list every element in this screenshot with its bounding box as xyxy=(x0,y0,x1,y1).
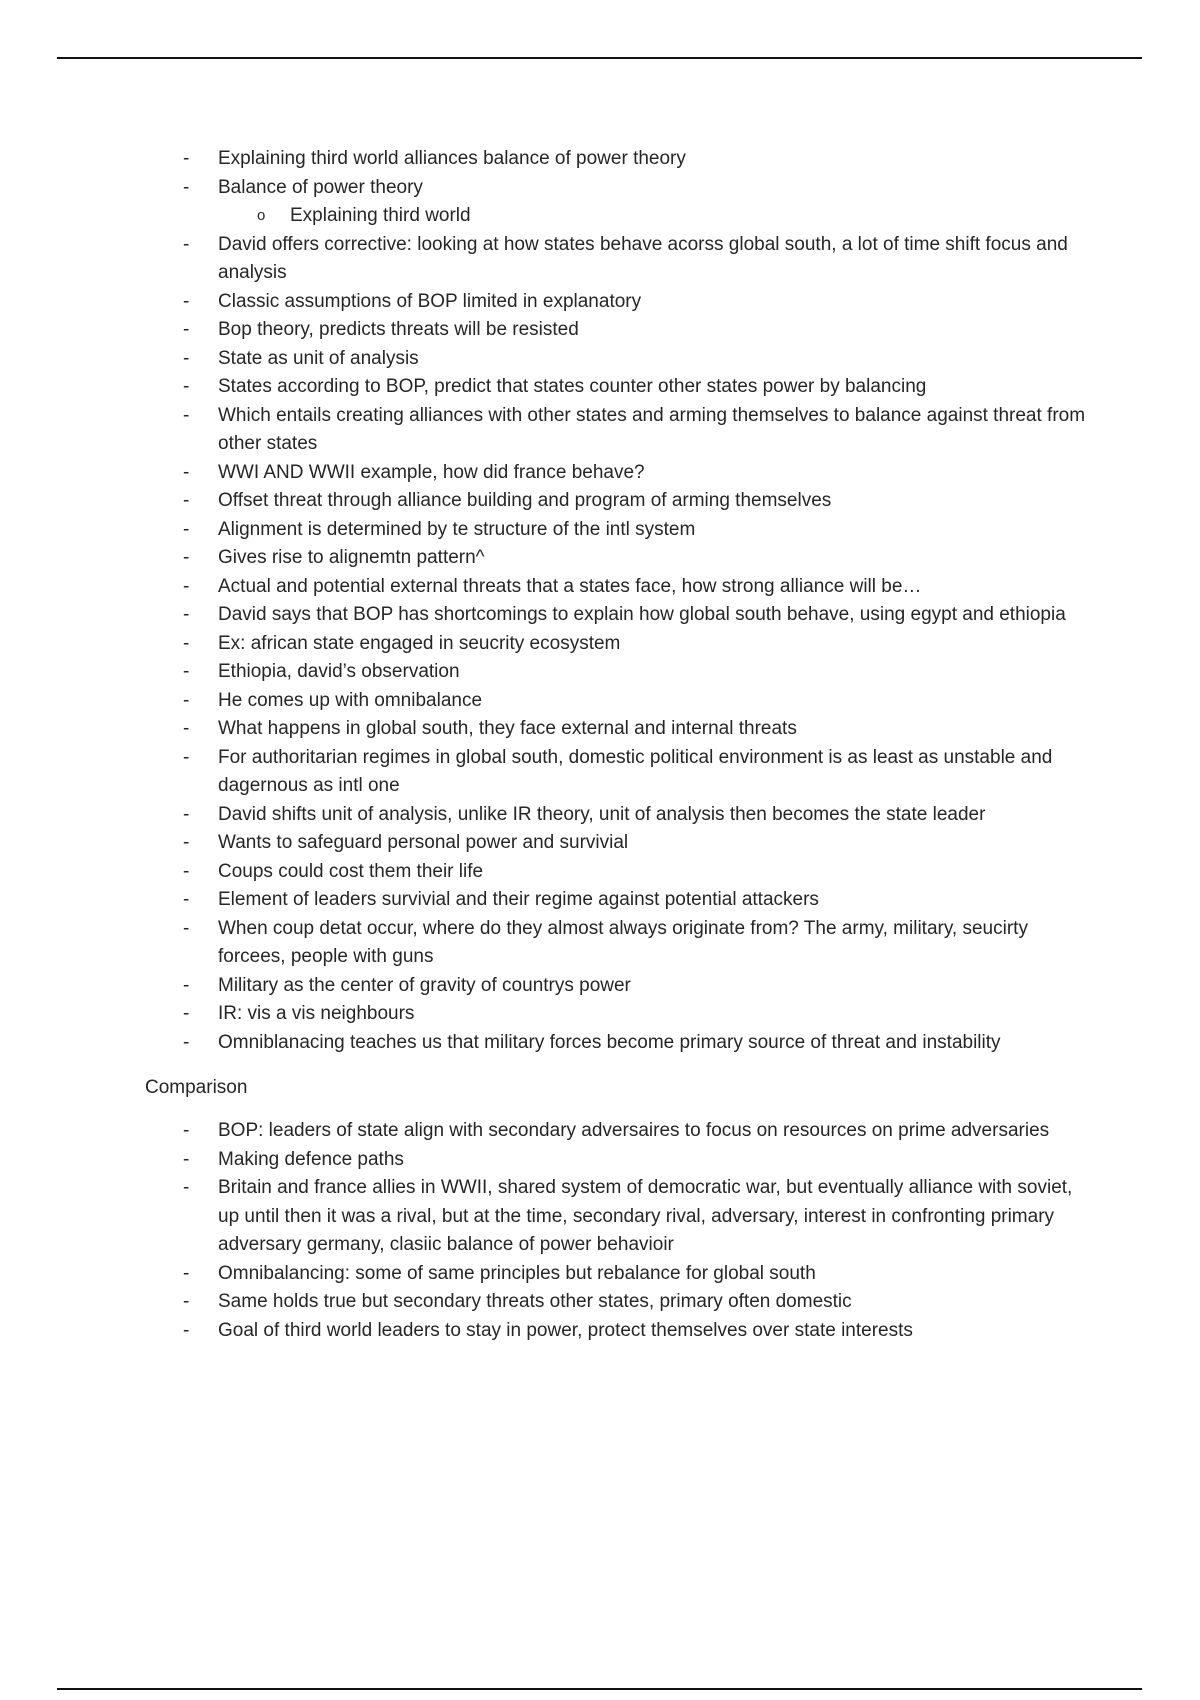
bullet-text: Element of leaders survivial and their regime against potential attackers xyxy=(218,889,819,910)
bullet-text: Ex: african state engaged in seucrity ecosystem xyxy=(218,632,621,654)
dash-bullet-icon: - xyxy=(183,347,190,369)
dash-bullet-icon: - xyxy=(183,1319,190,1341)
bullet-text: Explaining third world xyxy=(290,205,471,226)
dash-bullet-icon: - xyxy=(183,518,190,540)
page-bottom-rule xyxy=(57,1688,1142,1690)
bullet-item xyxy=(0,858,1200,887)
bullet-text: Actual and potential external threats that a states face, how strong alliance will be… xyxy=(218,575,922,597)
dash-bullet-icon: - xyxy=(183,689,190,711)
bullet-item xyxy=(0,744,1200,801)
dash-bullet-icon: - xyxy=(183,632,190,654)
comparison-list xyxy=(0,1117,1200,1345)
bullet-text: Balance of power theory xyxy=(218,176,423,198)
dash-bullet-icon: - xyxy=(183,404,190,426)
bullet-text: Bop theory, predicts threats will be resisted xyxy=(218,319,579,340)
dash-bullet-icon: - xyxy=(183,1031,190,1053)
bullet-item xyxy=(0,630,1200,659)
dash-bullet-icon: - xyxy=(183,547,190,568)
dash-bullet-icon: - xyxy=(183,604,190,625)
dash-bullet-icon: - xyxy=(183,832,190,853)
bullet-item xyxy=(0,231,1200,288)
bullet-item xyxy=(0,801,1200,830)
bullet-text: Ethiopia, david’s observation xyxy=(218,661,460,682)
bullet-item xyxy=(0,601,1200,630)
bullet-item xyxy=(0,1174,1200,1260)
bullet-item xyxy=(0,886,1200,915)
dash-bullet-icon: - xyxy=(183,1291,190,1312)
dash-bullet-icon: - xyxy=(183,661,190,682)
comparison-heading: Comparison xyxy=(145,1077,248,1098)
bullet-text: Which entails creating alliances with other states and arming themselves to balance against threat from other states xyxy=(218,404,1086,454)
bullet-item xyxy=(0,145,1200,174)
dash-bullet-icon: - xyxy=(183,575,190,597)
bullet-text: Explaining third world alliances balance of power theory xyxy=(218,148,686,169)
dash-bullet-icon: - xyxy=(183,1003,190,1024)
dash-bullet-icon: - xyxy=(183,917,190,939)
bullet-item xyxy=(0,288,1200,317)
dash-bullet-icon: - xyxy=(183,148,190,169)
bullet-text: Wants to safeguard personal power and survivial xyxy=(218,832,629,853)
dash-bullet-icon: - xyxy=(183,718,190,739)
dash-bullet-icon: - xyxy=(183,376,190,397)
bullet-item xyxy=(0,1000,1200,1029)
bullet-item xyxy=(0,687,1200,716)
bullet-item xyxy=(0,573,1200,602)
bullet-item xyxy=(0,715,1200,744)
dash-bullet-icon: - xyxy=(183,1262,190,1284)
page-top-rule xyxy=(57,57,1142,59)
document-body xyxy=(0,145,1200,1345)
bullet-item xyxy=(0,174,1200,203)
bullet-text: Same holds true but secondary threats other states, primary often domestic xyxy=(218,1291,852,1312)
bullet-item xyxy=(0,1288,1200,1317)
bullet-item xyxy=(0,544,1200,573)
bullet-item xyxy=(0,1029,1200,1058)
bullet-item xyxy=(0,972,1200,1001)
bullet-item xyxy=(0,1317,1200,1346)
dash-bullet-icon: - xyxy=(183,974,190,996)
bullet-item xyxy=(0,402,1200,459)
bullet-text: Gives rise to alignemtn pattern^ xyxy=(218,547,485,568)
bullet-item xyxy=(0,1146,1200,1175)
bullet-text: Offset threat through alliance building and program of arming themselves xyxy=(218,490,832,511)
bullet-item xyxy=(0,829,1200,858)
bullet-item xyxy=(0,1260,1200,1289)
dash-bullet-icon: - xyxy=(183,889,190,910)
bullet-text: Making defence paths xyxy=(218,1148,404,1170)
bullet-item xyxy=(0,1117,1200,1146)
bullet-item xyxy=(0,487,1200,516)
bullet-text: Britain and france allies in WWII, shared system of democratic war, but eventually alliance with soviet, up until then it was a rival, but at the time, secondary rival, adversary, interest in confronting primary adversary germany, clasiic balance of power behavioir xyxy=(218,1177,1073,1255)
dash-bullet-icon: - xyxy=(183,490,190,511)
bullet-text: For authoritarian regimes in global south, domestic political environment is as least as unstable and dagernous as intl one xyxy=(218,746,1053,796)
bullet-text: Omniblanacing teaches us that military forces become primary source of threat and instability xyxy=(218,1031,1001,1053)
dash-bullet-icon: - xyxy=(183,319,190,340)
bullet-item xyxy=(0,658,1200,687)
bullet-text: David says that BOP has shortcomings to explain how global south behave, using egypt and ethiopia xyxy=(218,604,1066,625)
bullet-item xyxy=(0,316,1200,345)
dash-bullet-icon: - xyxy=(183,1177,190,1198)
dash-bullet-icon: - xyxy=(183,176,190,198)
bullet-text: What happens in global south, they face external and internal threats xyxy=(218,718,797,739)
bullet-item xyxy=(0,915,1200,972)
bullet-text: Military as the center of gravity of countrys power xyxy=(218,974,631,996)
circle-bullet-icon: o xyxy=(257,207,266,224)
notes-list xyxy=(0,145,1200,1057)
bullet-item xyxy=(0,516,1200,545)
bullet-item xyxy=(0,459,1200,488)
dash-bullet-icon: - xyxy=(183,803,190,825)
bullet-text: Classic assumptions of BOP limited in explanatory xyxy=(218,290,642,312)
bullet-item xyxy=(0,345,1200,374)
bullet-text: He comes up with omnibalance xyxy=(218,689,483,711)
dash-bullet-icon: - xyxy=(183,746,190,768)
dash-bullet-icon: - xyxy=(183,1120,190,1141)
bullet-text: Coups could cost them their life xyxy=(218,860,484,882)
bullet-text: BOP: leaders of state align with secondary adversaires to focus on resources on prime adversaries xyxy=(218,1120,1050,1141)
bullet-text: State as unit of analysis xyxy=(218,347,419,369)
sub-bullet-item xyxy=(0,202,1200,231)
bullet-text: When coup detat occur, where do they almost always originate from? The army, military, seucirty forcees, people with guns xyxy=(218,917,1028,967)
bullet-text: Alignment is determined by te structure of the intl system xyxy=(218,518,696,540)
dash-bullet-icon: - xyxy=(183,860,190,882)
bullet-text: Omnibalancing: some of same principles but rebalance for global south xyxy=(218,1262,816,1284)
dash-bullet-icon: - xyxy=(183,1148,190,1170)
bullet-text: IR: vis a vis neighbours xyxy=(218,1003,415,1024)
bullet-text: Goal of third world leaders to stay in power, protect themselves over state interests xyxy=(218,1319,913,1341)
dash-bullet-icon: - xyxy=(183,290,190,312)
dash-bullet-icon: - xyxy=(183,461,190,483)
bullet-text: David offers corrective: looking at how states behave acorss global south, a lot of time shift focus and analysis xyxy=(218,233,1068,283)
bullet-text: David shifts unit of analysis, unlike IR theory, unit of analysis then becomes the state leader xyxy=(218,803,986,825)
bullet-item xyxy=(0,373,1200,402)
bullet-text: WWI AND WWII example, how did france behave? xyxy=(218,461,645,483)
bullet-text: States according to BOP, predict that states counter other states power by balancing xyxy=(218,376,927,397)
dash-bullet-icon: - xyxy=(183,233,190,255)
